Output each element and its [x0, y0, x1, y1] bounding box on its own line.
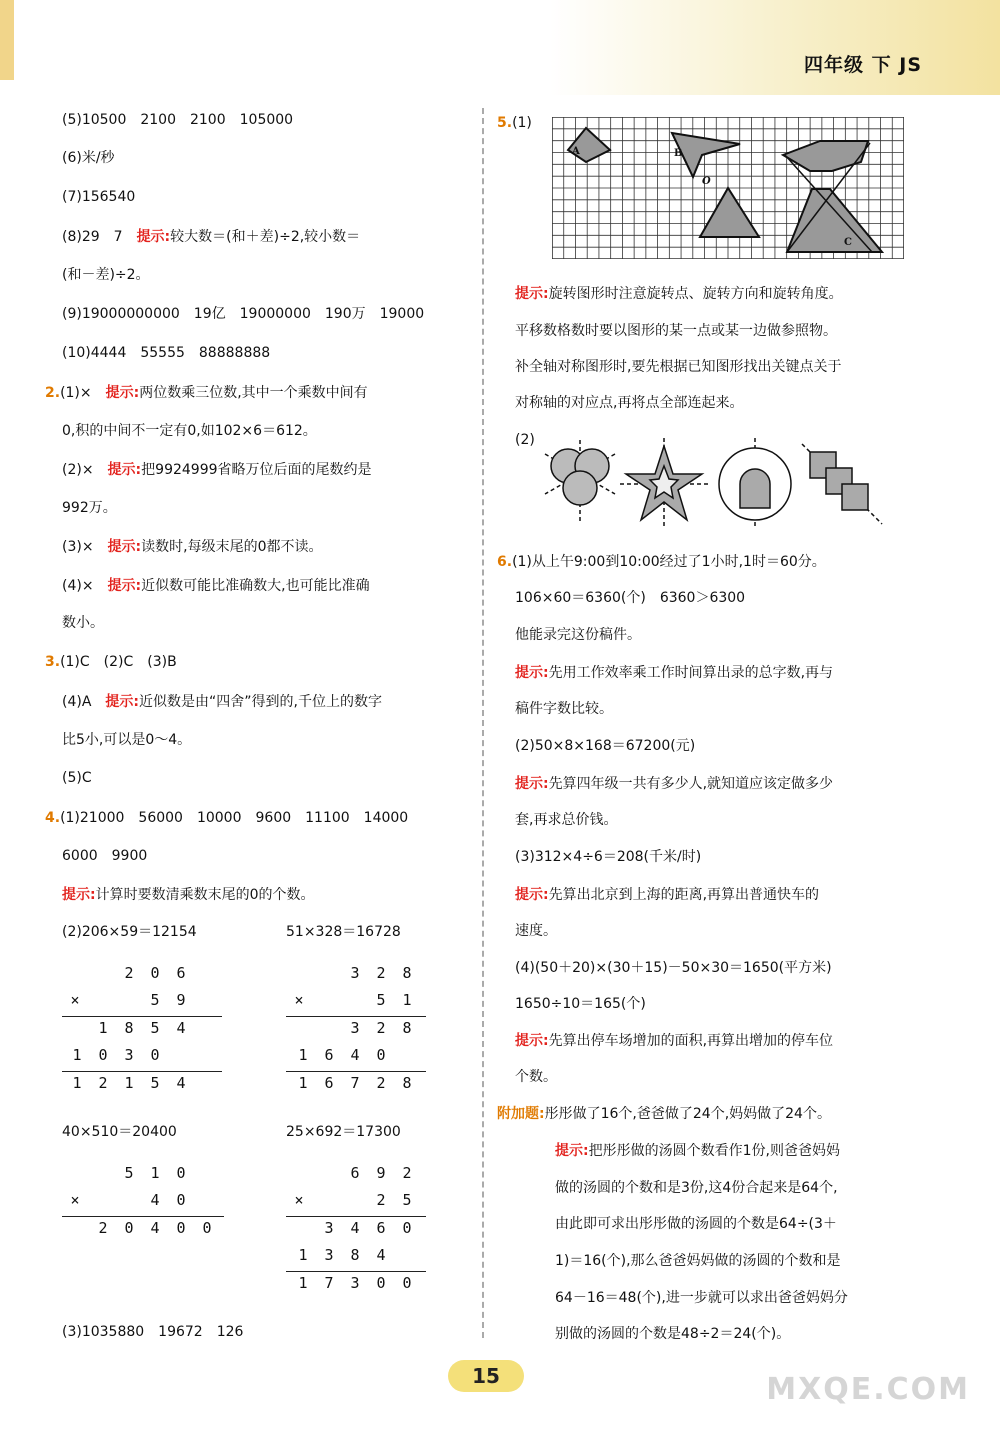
question-number: 6. — [497, 554, 513, 570]
q1-9: (9)19000000000 19亿 19000000 190万 19000 — [62, 306, 425, 322]
q6-4-hint: 提示:先算出停车场增加的面积,再算出增加的停车位 — [515, 1033, 834, 1049]
hint-label: 提示: — [555, 1143, 589, 1159]
q6-4: (4)(50＋20)×(30＋15)－50×30＝1650(平方米) — [515, 960, 832, 976]
page-number: 15 — [448, 1360, 524, 1392]
extra-question: 附加题:彤彤做了16个,爸爸做了24个,妈妈做了24个。 — [497, 1106, 831, 1122]
vertical-calc-692x25 — [286, 1162, 426, 1299]
q1-6: (6)米/秒 — [62, 150, 115, 166]
q5-hint-2: 平移数格数时要以图形的某一点或某一边做参照物。 — [515, 323, 837, 339]
calc-row: 3 2 8 — [350, 1019, 412, 1037]
hint-label: 提示: — [515, 1033, 549, 1049]
q6-2-hint: 提示:先算四年级一共有多少人,就知道应该定做多少 — [515, 776, 834, 792]
hint-label: 提示: — [107, 539, 142, 555]
calc-row: 1 6 7 2 8 — [298, 1074, 412, 1092]
calc-row: 1 0 3 0 — [72, 1046, 160, 1064]
q2-2: (2)× 提示:把9924999省略万位后面的尾数约是 — [62, 462, 372, 478]
calc-row: × 5 9 — [62, 989, 222, 1016]
header-left-accent — [0, 0, 14, 80]
calc-row: 3 2 8 — [350, 964, 412, 982]
q1-8-cont: (和－差)÷2。 — [62, 267, 150, 283]
extra-hint-5: 64－16＝48(个),进一步就可以求出爸爸妈妈分 — [555, 1290, 848, 1306]
q6-1-calc: 106×60＝6360(个) 6360＞6300 — [515, 590, 746, 606]
question-number: 5. — [497, 115, 513, 131]
q4-1-hint: 提示:计算时要数清乘数末尾的0的个数。 — [62, 887, 315, 903]
hint-label: 提示: — [515, 887, 549, 903]
label-c: C — [844, 237, 852, 248]
q3-1: 3.(1)C (2)C (3)B — [45, 654, 177, 670]
star-figure — [620, 438, 708, 528]
extra-hint-3: 由此即可求出彤彤做的汤圆的个数是64÷(3＋ — [555, 1216, 837, 1232]
extra-label: 附加题: — [497, 1106, 545, 1122]
q4-2-left: (2)206×59＝12154 — [62, 924, 197, 940]
symmetry-figures — [540, 432, 890, 536]
watermark: MXQE.COM — [766, 1372, 970, 1407]
q1-10: (10)4444 55555 88888888 — [62, 345, 271, 361]
q6-4-hint-cont: 个数。 — [515, 1069, 557, 1085]
calc-row: 3 4 6 0 — [324, 1219, 412, 1237]
q4-1: 4.(1)21000 56000 10000 9600 11100 14000 — [45, 810, 409, 826]
calc-row: × 4 0 — [62, 1189, 224, 1216]
calc-row: 1 6 4 0 — [298, 1046, 386, 1064]
times-sign: × — [294, 1191, 304, 1209]
calc-row: 1 7 3 0 0 — [298, 1274, 412, 1292]
q2-3: (3)× 提示:读数时,每级末尾的0都不读。 — [62, 539, 323, 555]
extra-hint-4: 1)＝16(个),那么爸爸妈妈做的汤圆的个数和是 — [555, 1253, 841, 1269]
q3-4: (4)A 提示:近似数是由“四舍”得到的,千位上的数字 — [62, 694, 382, 710]
q1-7: (7)156540 — [62, 189, 136, 205]
q4-1-cont: 6000 9900 — [62, 848, 148, 864]
symmetry-svg — [540, 432, 890, 532]
calc-row: 1 2 1 5 4 — [72, 1074, 186, 1092]
calc-row: 1 8 5 4 — [98, 1019, 186, 1037]
calc-row: × 5 1 — [286, 989, 426, 1016]
circle-figure — [719, 438, 791, 528]
extra-hint-1: 提示:把彤彤做的汤圆个数看作1份,则爸爸妈妈 — [555, 1143, 840, 1159]
q6-1: 6.(1)从上午9:00到10:00经过了1小时,1时＝60分。 — [497, 554, 826, 570]
times-sign: × — [70, 1191, 80, 1209]
q5-hint-3: 补全轴对称图形时,要先根据已知图形找出关键点关于 — [515, 359, 842, 375]
column-divider — [482, 108, 484, 1338]
q6-1-hint: 提示:先用工作效率乘工作时间算出录的总字数,再与 — [515, 665, 834, 681]
hint-label: 提示: — [136, 229, 171, 245]
q1-8: (8)29 7 提示:较大数＝(和＋差)÷2,较小数＝ — [62, 229, 361, 245]
q3-5: (5)C — [62, 770, 92, 786]
calc-row: 2 0 4 0 0 — [98, 1219, 212, 1237]
q6-2: (2)50×8×168＝67200(元) — [515, 738, 696, 754]
vertical-calc-510x40 — [62, 1162, 224, 1244]
q2-2-cont: 992万。 — [62, 500, 117, 516]
shape-trapezoid — [700, 188, 759, 237]
grid-svg — [552, 117, 904, 259]
hint-label: 提示: — [107, 578, 142, 594]
header-band — [0, 0, 1000, 95]
q1-5: (5)10500 2100 2100 105000 — [62, 112, 294, 128]
page-title: 四年级 下 JS — [804, 54, 922, 76]
calc-row: 5 1 0 — [124, 1164, 186, 1182]
shape-lower-right — [787, 189, 882, 252]
q4-3-right: 25×692＝17300 — [286, 1124, 401, 1140]
label-o: O — [702, 176, 711, 187]
q6-4-calc: 1650÷10＝165(个) — [515, 996, 646, 1012]
q2-4-cont: 数小。 — [62, 615, 104, 631]
hint-label: 提示: — [515, 665, 549, 681]
calc-row: 1 3 8 4 — [298, 1246, 386, 1264]
times-sign: × — [294, 991, 304, 1009]
extra-hint-6: 别做的汤圆的个数是48÷2＝24(个)。 — [555, 1326, 791, 1342]
extra-hint-2: 做的汤圆的个数和是3份,这4份合起来是64个, — [555, 1180, 838, 1196]
hint-label: 提示: — [515, 286, 549, 302]
vertical-calc-206x59 — [62, 962, 222, 1099]
vertical-calc-328x51 — [286, 962, 426, 1099]
q4-4: (3)1035880 19672 126 — [62, 1324, 244, 1340]
q6-3-hint-cont: 速度。 — [515, 923, 557, 939]
q6-3-hint: 提示:先算出北京到上海的距离,再算出普通快车的 — [515, 887, 820, 903]
hint-label: 提示: — [105, 385, 140, 401]
q6-3: (3)312×4÷6＝208(千米/时) — [515, 849, 702, 865]
calc-row: × 2 5 — [286, 1189, 426, 1216]
q5-hint-1: 提示:旋转图形时注意旋转点、旋转方向和旋转角度。 — [515, 286, 843, 302]
hint-label: 提示: — [107, 462, 142, 478]
q2-1: 2.(1)× 提示:两位数乘三位数,其中一个乘数中间有 — [45, 385, 368, 401]
q4-2-right: 51×328＝16728 — [286, 924, 401, 940]
q2-1-cont: 0,积的中间不一定有0,如102×6＝612。 — [62, 423, 317, 439]
hint-label: 提示: — [62, 887, 96, 903]
calc-row: 6 9 2 — [350, 1164, 412, 1182]
q6-1-hint-cont: 稿件字数比较。 — [515, 701, 613, 717]
times-sign: × — [70, 991, 80, 1009]
question-number: 4. — [45, 810, 61, 826]
rotation-grid-figure — [552, 117, 904, 259]
q5-1: 5.(1) — [497, 115, 532, 131]
hint-label: 提示: — [515, 776, 549, 792]
q4-3-left: 40×510＝20400 — [62, 1124, 177, 1140]
question-number: 2. — [45, 385, 61, 401]
q5-2: (2) — [515, 432, 535, 448]
hint-label: 提示: — [105, 694, 140, 710]
label-a: A — [572, 146, 580, 157]
q5-hint-4: 对称轴的对应点,再将点全部连起来。 — [515, 395, 744, 411]
calc-row: 2 0 6 — [124, 964, 186, 982]
squares-figure — [802, 444, 882, 524]
label-b: B — [674, 148, 683, 159]
question-number: 3. — [45, 654, 61, 670]
q6-1-answer: 他能录完这份稿件。 — [515, 627, 641, 643]
three-circles-figure — [545, 440, 615, 524]
q2-4: (4)× 提示:近似数可能比准确数大,也可能比准确 — [62, 578, 370, 594]
q6-2-hint-cont: 套,再求总价钱。 — [515, 812, 618, 828]
q3-4-cont: 比5小,可以是0～4。 — [62, 732, 192, 748]
